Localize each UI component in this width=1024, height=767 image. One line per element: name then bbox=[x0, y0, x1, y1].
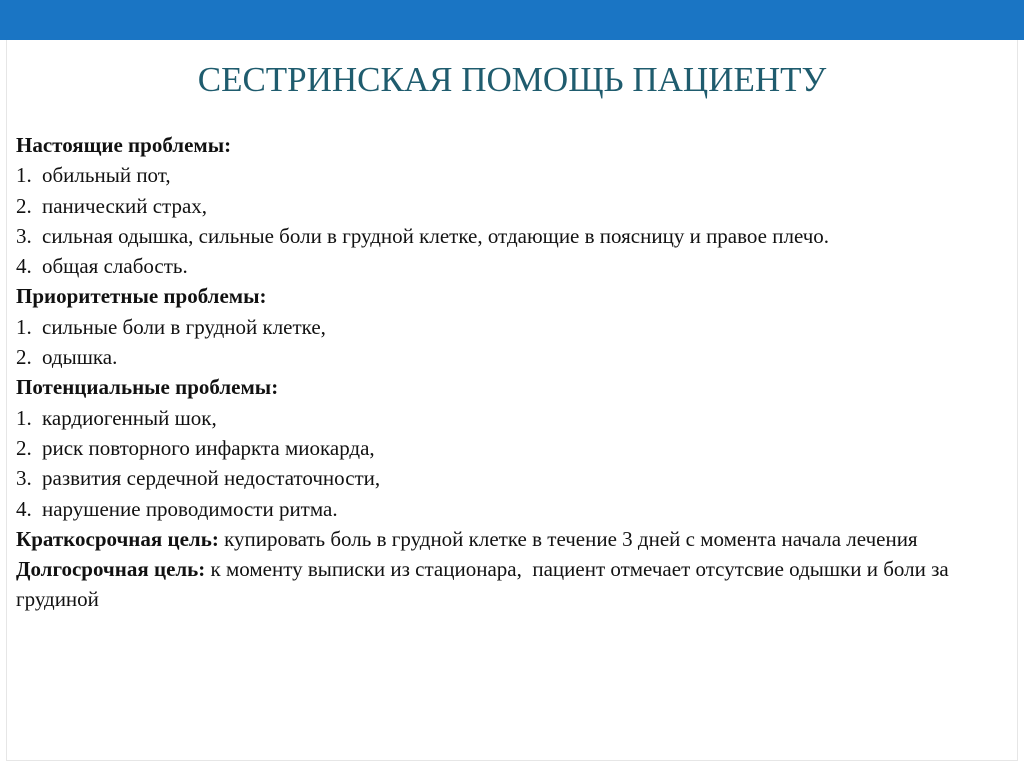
top-accent-band bbox=[0, 0, 1024, 40]
potential-problem-item bbox=[16, 463, 976, 493]
short-term-goal-label: Краткосрочная цель: bbox=[16, 526, 219, 551]
item-text: развития сердечной недостаточности, bbox=[42, 466, 381, 491]
current-problem-item bbox=[16, 160, 976, 190]
item-number: 3. bbox=[16, 223, 32, 248]
potential-problem-item bbox=[16, 433, 976, 463]
item-number: 3. bbox=[16, 466, 32, 491]
priority-problem-item bbox=[16, 342, 976, 372]
long-term-goal-label: Долгосрочная цель: bbox=[16, 557, 206, 582]
item-text: обильный пот, bbox=[42, 163, 171, 188]
long-term-goal bbox=[16, 554, 976, 615]
item-text: нарушение проводимости ритма. bbox=[42, 496, 338, 521]
item-text: сильная одышка, сильные боли в грудной клетке, отдающие в поясницу и правое плечо. bbox=[42, 223, 830, 248]
item-number: 1. bbox=[16, 163, 32, 188]
item-number: 1. bbox=[16, 314, 32, 339]
item-text: панический страх, bbox=[42, 193, 208, 218]
potential-problem-item bbox=[16, 494, 976, 524]
current-problem-item bbox=[16, 251, 976, 281]
slide-title: СЕСТРИНСКАЯ ПОМОЩЬ ПАЦИЕНТУ bbox=[197, 60, 827, 99]
item-number: 2. bbox=[16, 435, 32, 460]
item-text: одышка. bbox=[42, 345, 118, 370]
potential-problems-heading: Потенциальные проблемы: bbox=[16, 375, 279, 400]
potential-problem-item bbox=[16, 403, 976, 433]
slide-body bbox=[16, 130, 976, 615]
item-text: риск повторного инфаркта миокарда, bbox=[42, 435, 375, 460]
short-term-goal bbox=[16, 524, 976, 554]
item-number: 4. bbox=[16, 496, 32, 521]
short-term-goal-text: купировать боль в грудной клетке в течение 3 дней с момента начала лечения bbox=[218, 526, 918, 551]
item-text: сильные боли в грудной клетке, bbox=[42, 314, 326, 339]
item-text: кардиогенный шок, bbox=[42, 405, 217, 430]
priority-problem-item bbox=[16, 312, 976, 342]
item-number: 2. bbox=[16, 193, 32, 218]
long-term-goal-text: к моменту выписки из стационара, пациент отмечает отсутсвие одышки и боли за грудиной bbox=[16, 557, 954, 612]
current-problems-heading: Настоящие проблемы: bbox=[16, 133, 232, 157]
item-number: 2. bbox=[16, 345, 32, 370]
item-number: 1. bbox=[16, 405, 32, 430]
current-problem-item bbox=[16, 191, 976, 221]
current-problem-item bbox=[16, 221, 976, 251]
item-text: общая слабость. bbox=[42, 254, 188, 279]
priority-problems-heading: Приоритетные проблемы: bbox=[16, 284, 267, 309]
item-number: 4. bbox=[16, 254, 32, 279]
